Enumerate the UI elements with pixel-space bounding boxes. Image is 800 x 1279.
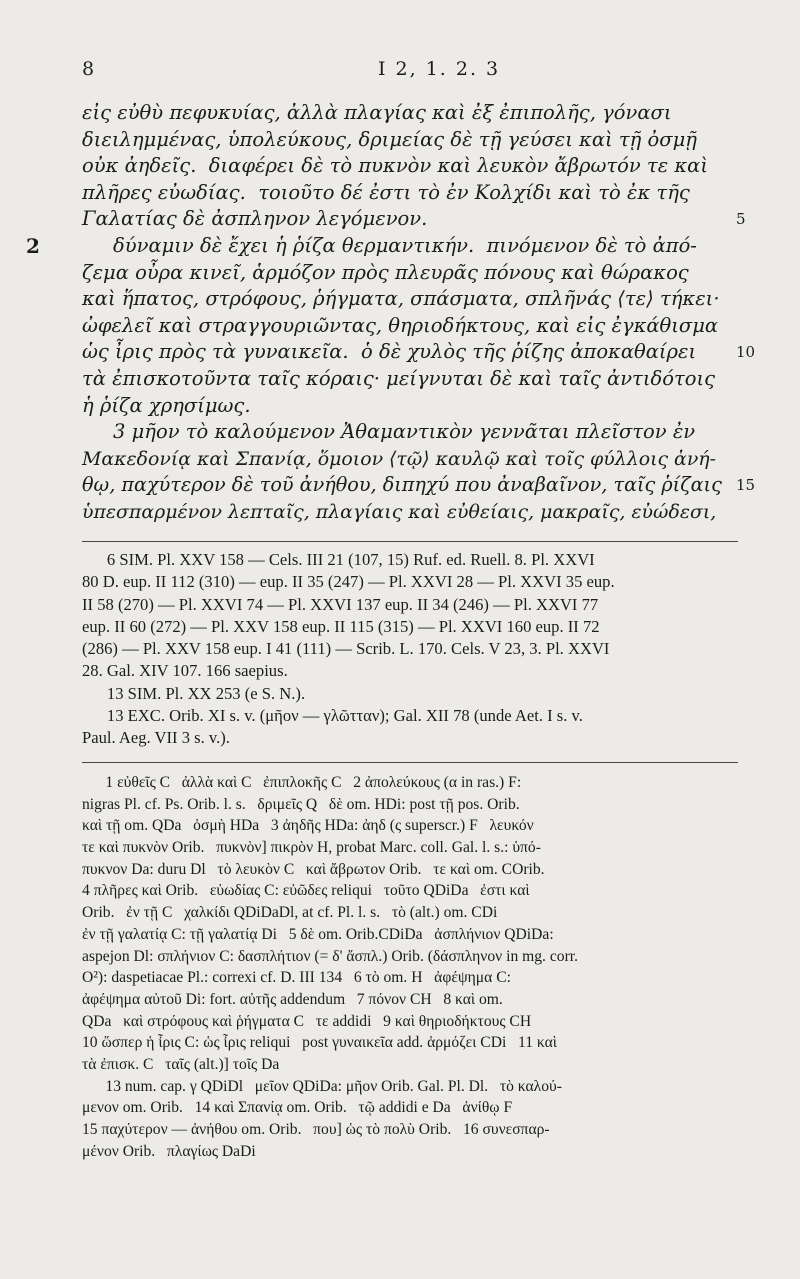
sources-line: II 58 (270) — Pl. XXVI 74 — Pl. XXVI 137 eup. II 34 (246) — Pl. XXVI 77: [82, 594, 599, 614]
text-line-content: θῳ, παχύτερον δὲ τοῦ ἀνήθου, διπηχύ που ἀναβαῖνον, ταῖς ῥίζαις: [82, 473, 722, 497]
text-line-content: διειλημμένας, ὑπολεύκους, δριμείας δὲ τῇ γεύσει καὶ τῇ ὀσμῇ: [82, 127, 697, 151]
apparatus-line: πυκνον Da: duru Dl τὸ λευκὸν C καὶ ἄβρωτον Orib. τε καὶ om. COrib.: [82, 860, 545, 878]
sources-line: 80 D. eup. II 112 (310) — eup. II 35 (247) — Pl. XXVI 28 — Pl. XXVI 35 eup.: [82, 572, 615, 592]
apparatus-line: 13 num. cap. γ QDiDl μεῖον QDiDa: μῆον Orib. Gal. Pl. Dl. τὸ καλού-: [82, 1077, 562, 1095]
apparatus-line: καὶ τῇ om. QDa ὀσμὴ HDa 3 ἀηδῆς HDa: ἀηδ (ς superscr.) F λευκόν: [82, 817, 534, 835]
apparatus-line: ἐν τῇ γαλατίᾳ C: τῇ γαλατίᾳ Di 5 δὲ om. Orib.CDiDa ἀσπλήνιον QDiDa:: [82, 925, 554, 943]
apparatus-line: aspejon Dl: σπλήνιον C: δασπλήτιον (= δ' ἄσπλ.) Orib. (δάσπληνον in mg. corr.: [82, 947, 578, 965]
apparatus-line: nigras Pl. cf. Ps. Orib. l. s. δριμεῖς Q δὲ om. HDi: post τῇ pos. Orib.: [82, 795, 520, 813]
text-line-content: ὡς ἶρις πρὸς τὰ γυναικεῖα. ὁ δὲ χυλὸς τῆς ῥίζης ἀποκαθαίρει: [82, 340, 697, 364]
line-number: 10: [736, 343, 756, 362]
text-line-content: εἰς εὐθὺ πεφυκυίας, ἀλλὰ πλαγίας καὶ ἐξ ἐπιπολῆς, γόνασι: [82, 101, 672, 124]
sources-line: Paul. Aeg. VII 3 s. v.).: [82, 728, 230, 748]
text-line-content: Μακεδονίᾳ καὶ Σπανίᾳ, ὅμοιον ⟨τῷ⟩ καυλῷ καὶ τοῖς φύλλοις ἀνή-: [82, 447, 716, 470]
sources-line: (286) — Pl. XXV 158 eup. I 41 (111) — Scrib. L. 170. Cels. V 23, 3. Pl. XXVI: [82, 639, 610, 659]
text-line: [82, 472, 782, 499]
apparatus-line: O²): daspetiacae Pl.: correxi cf. D. III 134 6 τὸ om. H ἀφέψημα C:: [82, 969, 511, 987]
section-number: 2: [26, 233, 40, 258]
text-line: [82, 446, 782, 473]
apparatus-line: QDa καὶ στρόφους καὶ ῥήγματα C τε addidi 9 καὶ θηριοδήκτους CH: [82, 1012, 532, 1030]
sources-line: 6 SIM. Pl. XXV 158 — Cels. III 21 (107, 15) Ruf. ed. Ruell. 8. Pl. XXVI: [82, 550, 595, 569]
chapter-reference: I 2, 1. 2. 3: [378, 58, 501, 80]
text-line: [82, 206, 782, 233]
text-line: [82, 339, 782, 366]
text-line-content: οὐκ ἀηδεῖς. διαφέρει δὲ τὸ πυκνὸν καὶ λευκὸν ἄβρωτόν τε καὶ: [82, 154, 708, 178]
line-number: 5: [736, 210, 746, 229]
text-line-content: καὶ ἥπατος, στρόφους, ῥήγματα, σπάσματα, σπλῆνάς ⟨τε⟩ τήκει·: [82, 287, 720, 311]
text-line-content: τὰ ἐπισκοτοῦντα ταῖς κόραις· μείγνυται δὲ καὶ ταῖς ἀντιδότοις: [82, 366, 716, 390]
apparatus-line: τὰ ἐπισκ. C ταῖς (alt.)] τοῖς Da: [82, 1055, 280, 1073]
text-line-content: ὠφελεῖ καὶ στραγγουριῶντας, θηριοδήκτους, καὶ εἰς ἐγκάθισμα: [82, 313, 719, 337]
line-number: 15: [736, 476, 756, 495]
text-line: [82, 499, 782, 526]
divider-rule: [82, 762, 738, 763]
text-line: [26, 233, 782, 260]
text-line-content: Γαλατίας δὲ ἀσπληνον λεγόμενον.: [82, 207, 428, 231]
text-line: [82, 180, 782, 207]
sources-line: eup. II 60 (272) — Pl. XXV 158 eup. II 115 (315) — Pl. XXVI 160 eup. II 72: [82, 616, 600, 636]
sources-line: 13 EXC. Orib. XI s. v. (μῆον — γλῶτταν); Gal. XII 78 (unde Aet. I s. v.: [82, 706, 583, 726]
text-line: [82, 100, 782, 127]
text-line: [82, 393, 782, 420]
page-number: 8: [82, 58, 95, 80]
text-line-content: 3 μῆον τὸ καλούμενον Ἀθαμαντικὸν γεννᾶται πλεῖστον ἐν: [82, 420, 696, 444]
apparatus-line: μενον om. Orib. 14 καὶ Σπανίᾳ om. Orib. τῷ addidi e Da ἀνίθῳ F: [82, 1099, 513, 1117]
apparatus-line: Orib. ἐν τῇ C χαλκίδι QDiDaDl, at cf. Pl. l. s. τὸ (alt.) om. CDi: [82, 904, 498, 922]
text-line-content: πλῆρες εὐωδίας. τοιοῦτο δέ ἐστι τὸ ἐν Κολχίδι καὶ τὸ ἐκ τῆς: [82, 180, 690, 204]
text-line: [82, 260, 782, 287]
text-line-content: δύναμιν δὲ ἔχει ἡ ῥίζα θερμαντικήν. πινόμενον δὲ τὸ ἀπό-: [82, 233, 697, 257]
text-line-content: ἡ ῥίζα χρησίμως.: [82, 393, 251, 417]
text-line-content: ζεμα οὖρα κινεῖ, ἁρμόζον πρὸς πλευρᾶς πόνους καὶ θώρακος: [82, 260, 689, 284]
apparatus-line: μένον Orib. πλαγίως DaDi: [82, 1142, 256, 1160]
apparatus-line: 10 ὥσπερ ἡ ἶρις C: ὡς ἶρις reliqui post γυναικεῖα add. ἁρμόζει CDi 11 καὶ: [82, 1034, 557, 1052]
apparatus-line: 15 παχύτερον — ἀνήθου om. Orib. που] ὡς τὸ πολὺ Orib. 16 συνεσπαρ-: [82, 1121, 550, 1138]
text-line: [82, 153, 782, 180]
text-line-content: ὑπεσπαρμένον λεπταῖς, πλαγίαις καὶ εὐθείαις, μακραῖς, εὐώδεσι,: [82, 500, 717, 523]
sources-apparatus: [82, 549, 742, 750]
apparatus-line: τε καὶ πυκνὸν Orib. πυκνὸν] πικρὸν H, probat Marc. coll. Gal. l. s.: ὑπό-: [82, 839, 541, 857]
text-line: [82, 419, 782, 446]
text-line: [82, 127, 782, 154]
running-header: [82, 58, 738, 88]
sources-line: 13 SIM. Pl. XX 253 (e S. N.).: [82, 683, 306, 703]
text-line: [82, 366, 782, 393]
divider-rule: [82, 541, 738, 542]
text-line: [82, 313, 782, 340]
apparatus-line: 1 εὐθεῖς C ἀλλὰ καὶ C ἐπιπλοκῆς C 2 ἀπολεύκους (α in ras.) F:: [82, 774, 522, 791]
apparatus-line: 4 πλῆρες καὶ Orib. εὐωδίας C: εὐῶδες reliqui τοῦτο QDiDa ἐστι καὶ: [82, 882, 530, 900]
text-line: [82, 286, 782, 313]
apparatus-line: ἀφέψημα αὐτοῦ Di: fort. αὐτῆς addendum 7 πόνον CH 8 καὶ om.: [82, 990, 503, 1008]
critical-apparatus: [82, 772, 742, 1162]
main-text: [26, 100, 782, 526]
sources-line: 28. Gal. XIV 107. 166 saepius.: [82, 661, 288, 681]
